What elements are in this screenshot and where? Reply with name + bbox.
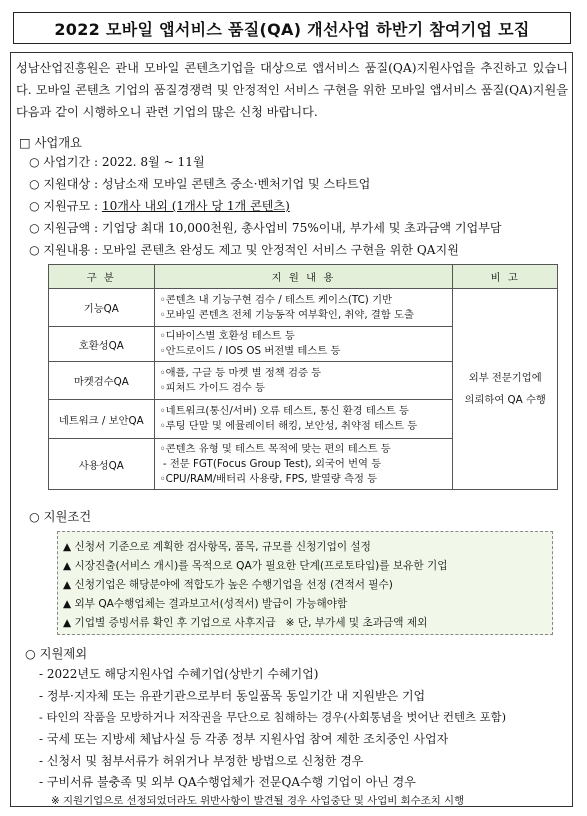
exclusion-item: - 타인의 작품을 모방하거나 저작권을 무단으로 침해하는 경우(사회통념을 벗어난 컨텐츠 포함) [39,710,507,724]
table-line: ◦안드로이드 / IOS OS 버전별 테스트 등 [159,345,341,357]
table-note-line: 의뢰하여 QA 수행 [464,394,546,406]
table-line: ◦CPU/RAM/배터리 사용량, FPS, 발열량 측정 등 [159,472,378,485]
table-note-line: 외부 전문기업에 [468,372,542,384]
table-line: ◦콘텐츠 유형 및 테스트 목적에 맞는 편의 테스트 등 [159,442,391,455]
table-header-content: 지 원 내 용 [154,265,453,289]
table-cell-category: 마켓검수QA [49,362,155,400]
table-header-row [49,265,558,289]
condition-item: ▲ 외부 QA수행업체는 결과보고서(성적서) 발급이 가능해야함 [63,597,348,610]
page-title: 2022 모바일 앱서비스 품질(QA) 개선사업 하반기 참여기업 모집 [13,12,571,44]
table-cell-category: 호환성QA [49,327,155,362]
exclusions-heading: ○ 지원제외 [25,647,88,661]
table-row [49,289,558,327]
table-cell-content [154,289,453,327]
table-line: ◦네트워크(통신/서버) 오류 테스트, 통신 환경 테스트 등 [159,405,409,417]
exclusion-item: - 구비서류 불충족 및 외부 QA수행업체가 전문QA수행 기업이 아닌 경우 [39,775,416,789]
exclusions-footnote: ※ 지원기업으로 선정되었더라도 위반사항이 발견될 경우 사업중단 및 사업비 회수조치 시행 [51,795,465,807]
overview-amount: ○ 지원금액 : 기업당 최대 10,000천원, 총사업비 75%이내, 부가세 및 초과금액 기업부담 [29,221,502,235]
overview-scale-label: ○ 지원규모 : [29,199,102,213]
condition-item: ▲ 신청서 기준으로 계획한 검사항목, 품목, 규모를 신청기업이 설정 [63,541,371,553]
conditions-box [57,531,553,635]
table-cell-content [154,439,453,490]
table-cell-note [453,289,558,490]
exclusion-item: - 국세 또는 지방세 체납사실 등 각종 정부 지원사업 참여 제한 조치중인 사업자 [39,732,449,746]
table-cell-content [154,400,453,439]
support-table [48,264,558,490]
table-cell-content [154,362,453,400]
table-cell-category: 기능QA [49,289,155,327]
table-cell-content [154,327,453,362]
table-cell-category: 네트워크 / 보안QA [49,400,155,439]
exclusion-item: - 신청서 및 첨부서류가 허위거나 부정한 방법으로 신청한 경우 [39,754,364,768]
conditions-heading: ○ 지원조건 [29,510,92,524]
exclusion-item: - 2022년도 해당지원사업 수혜기업(상반기 수혜기업) [39,667,319,681]
condition-item: ▲ 시장진출(서비스 개시)를 목적으로 QA가 필요한 단계(프로토타입)를 보유한 기업 [63,559,448,572]
table-line: ◦피쳐드 가이드 검수 등 [159,381,265,394]
notice-body [10,52,573,807]
table-line: ◦디바이스별 호환성 테스트 등 [159,330,295,342]
intro-paragraph: 성남산업진흥원은 관내 모바일 콘텐츠기업을 대상으로 앱서비스 품질(QA)지원사업을 추진하고 있습니다. 모바일 콘텐츠 기업의 품질경쟁력 및 안정적인 서비스 구현을 위한 모바일 앱서비스 품질(QA)지원을 다음과 같이 시행하오니 관련 기업의 많은 신청 바랍니다. [16,61,568,119]
table-header-category: 구 분 [49,265,155,289]
table-line: ◦루팅 단말 및 에뮬레이터 해킹, 보안성, 취약점 테스트 등 [159,420,418,432]
condition-item: ▲ 신청기업은 해당분야에 적합도가 높은 수행기업을 선정 (견적서 필수) [63,578,393,591]
overview-target: ○ 지원대상 : 성남소재 모바일 콘텐츠 중소·벤처기업 및 스타트업 [29,177,371,191]
overview-content: ○ 지원내용 : 모바일 콘텐츠 완성도 제고 및 안정적인 서비스 구현을 위한 QA지원 [29,243,459,257]
table-line: ◦콘텐츠 내 기능구현 검수 / 테스트 케이스(TC) 기반 [159,293,392,306]
table-line: - 전문 FGT(Focus Group Test), 외국어 번역 등 [159,457,382,470]
table-line: ◦모바일 콘텐츠 전체 기능동작 여부확인, 취약, 결함 도출 [159,308,414,321]
overview-period: ○ 사업기간 : 2022. 8월 ~ 11월 [29,155,205,169]
table-cell-category: 사용성QA [49,439,155,490]
table-line: ◦애플, 구글 등 마켓 별 정책 검증 등 [159,366,322,379]
table-header-note: 비 고 [453,265,558,289]
condition-item: ▲ 기업별 증빙서류 확인 후 기업으로 사후지급 ※ 단, 부가세 및 초과금액 제외 [63,616,428,629]
overview-scale [29,197,290,214]
overview-heading: □ 사업개요 [19,136,83,150]
exclusion-item: - 정부·지자체 또는 유관기관으로부터 동일품목 동일기간 내 지원받은 기업 [39,689,426,703]
overview-scale-value: 10개사 내외 (1개사 당 1개 콘텐츠) [101,199,290,213]
